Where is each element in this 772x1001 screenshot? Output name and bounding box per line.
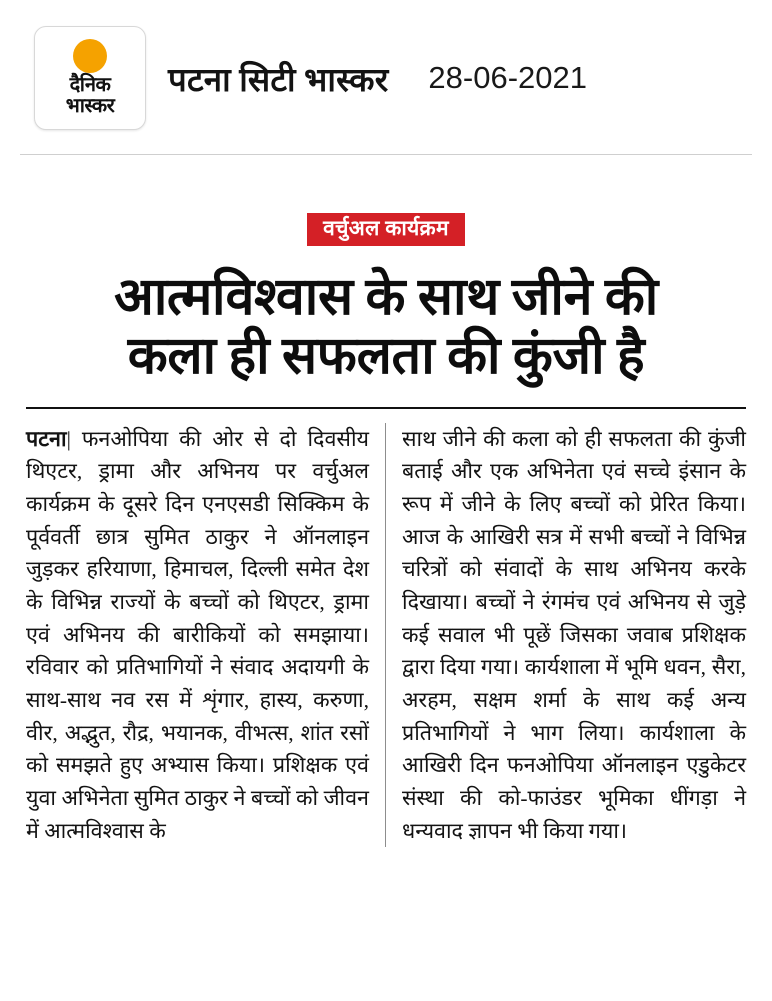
kicker-badge: वर्चुअल कार्यक्रम <box>307 213 465 246</box>
article-columns <box>26 423 746 848</box>
kicker-container <box>26 213 746 246</box>
dateline-separator: | <box>66 426 71 451</box>
article-column-left <box>26 423 386 848</box>
article-column-right <box>386 423 746 848</box>
sun-dot-icon <box>73 39 107 73</box>
logo-line-1: दैनिक <box>69 74 111 96</box>
masthead <box>0 0 772 148</box>
headline-line-2: कला ही सफलता की कुंजी है <box>127 328 645 386</box>
edition-title: पटना सिटी भास्कर <box>168 62 389 99</box>
headline-line-1: आत्मविश्वास के साथ जीने की <box>114 269 658 326</box>
headline-divider <box>26 407 746 409</box>
dainik-bhaskar-logo <box>34 26 146 130</box>
headline <box>26 268 746 387</box>
edition-date: 28-06-2021 <box>428 60 587 95</box>
dateline: पटना <box>26 426 67 451</box>
article <box>0 213 772 847</box>
logo-line-2: भास्कर <box>65 95 115 117</box>
body-text-right: साथ जीने की कला को ही सफलता की कुंजी बताई और एक अभिनेता एवं सच्चे इंसान के रूप में जीने के लिए बच्चों को प्रेरित किया। आज के आखिरी सत्र में सभी बच्चों ने विभिन्न चरित्रों को संवादों के साथ अभिनय करके दिखाया। बच्चों ने रंगमंच एवं अभिनय से जुड़े कई सवाल भी पूछें जिसका जवाब प्रशिक्षक द्वारा दिया गया। कार्यशाला में भूमि धवन, सैरा, अरहम, सक्षम शर्मा के साथ कई अन्य प्रतिभागियों ने भाग लिया। कार्यशाला के आखिरी दिन फनओपिया ऑनलाइन एडुकेटर संस्था की को-फाउंडर भूमिका धींगड़ा ने धन्यवाद ज्ञापन भी किया गया। <box>402 426 746 843</box>
body-text-left: फनओपिया की ओर से दो दिवसीय थिएटर, ड्रामा और अभिनय पर वर्चुअल कार्यक्रम के दूसरे दिन एनएसडी सिक्किम के पूर्ववर्ती छात्र सुमित ठाकुर ने ऑनलाइन जुड़कर हरियाणा, हिमाचल, दिल्ली समेत देश के विभिन्न राज्यों के बच्चों को थिएटर, ड्रामा एवं अभिनय की बारीकियों को समझाया। रविवार को प्रतिभागियों ने संवाद अदायगी के साथ-साथ नव रस में शृंगार, हास्य, करुणा, वीर, अद्भुत, रौद्र, भयानक, वीभत्स, शांत रसों को समझते हुए अभ्यास किया। प्रशिक्षक एवं युवा अभिनेता सुमित ठाकुर ने बच्चों को जीवन में आत्मविश्वास के <box>26 426 369 843</box>
masthead-divider <box>20 154 752 155</box>
